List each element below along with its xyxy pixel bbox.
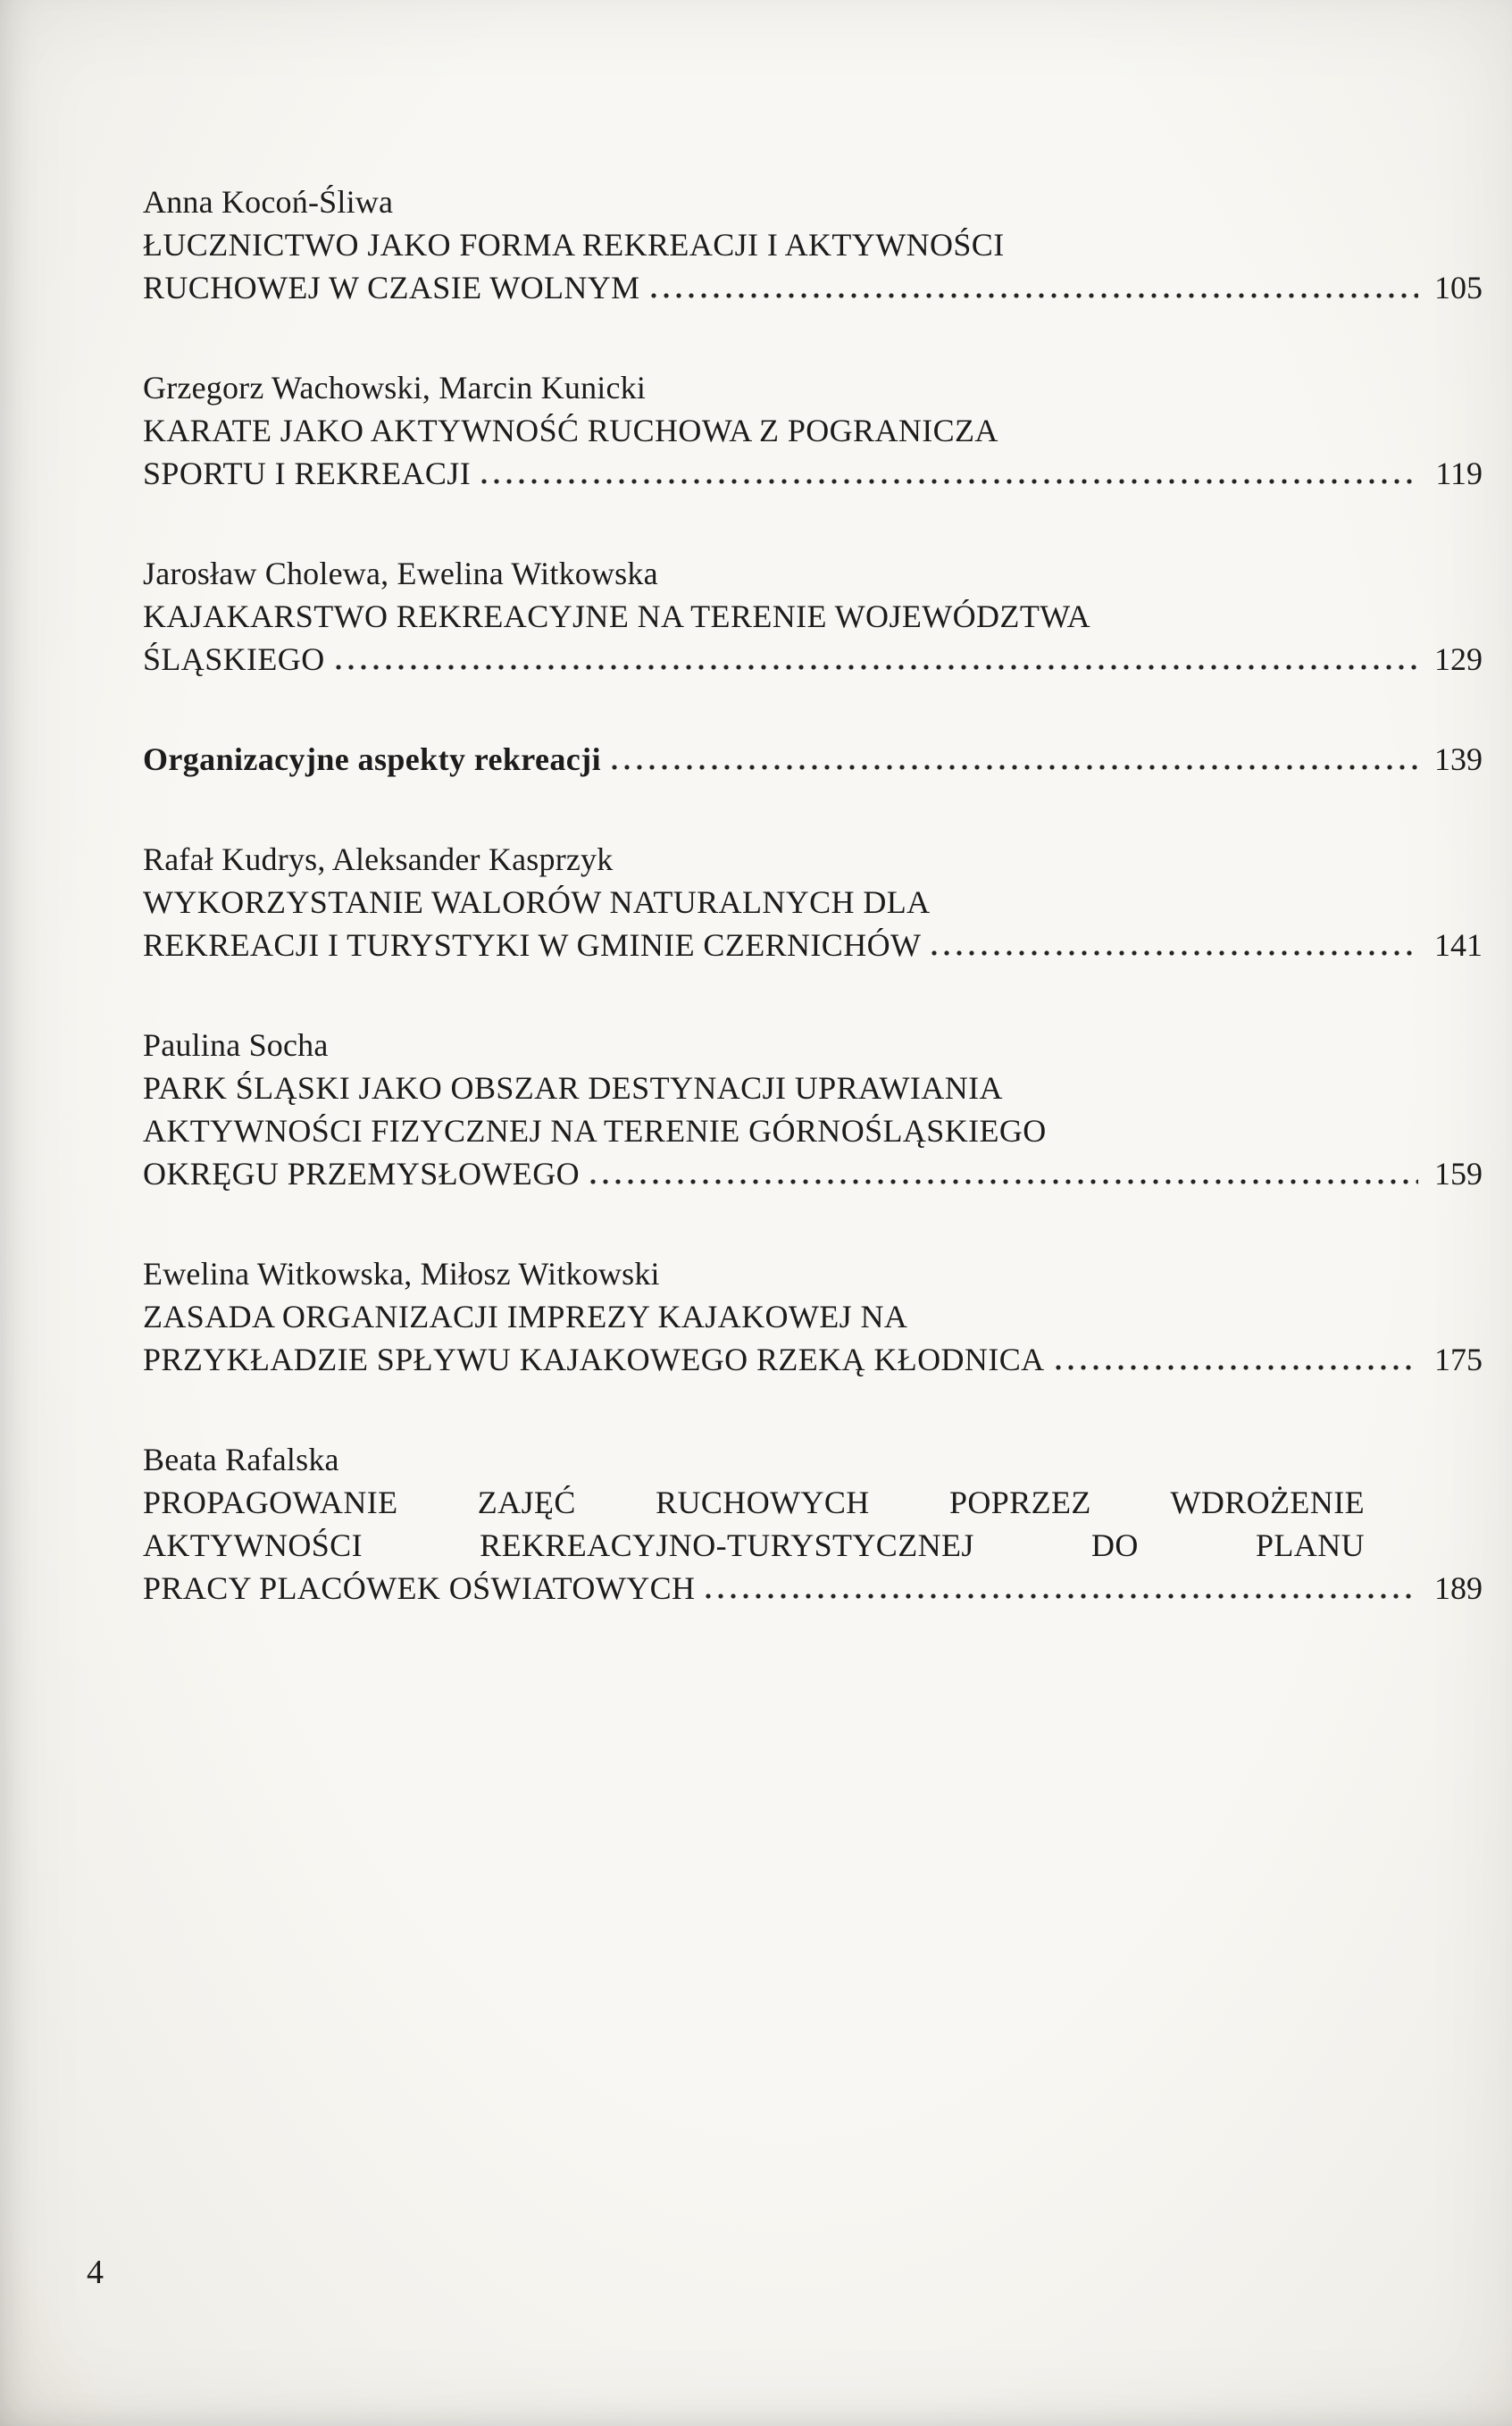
page-number: 119 bbox=[1435, 456, 1483, 491]
toc-entry bbox=[143, 180, 1483, 309]
title-line: ŁUCZNICTWO JAKO FORMA REKREACJI I AKTYWNOŚCI bbox=[143, 227, 1005, 263]
title-line: ŚLĄSKIEGO bbox=[143, 641, 325, 677]
page-number: 189 bbox=[1434, 1570, 1483, 1606]
section-heading-line bbox=[143, 738, 1483, 781]
title-last-line bbox=[143, 924, 1483, 966]
author-line: Ewelina Witkowska, Miłosz Witkowski bbox=[143, 1256, 660, 1292]
title-line: SPORTU I REKREACJI bbox=[143, 456, 472, 491]
title-line: PARK ŚLĄSKI JAKO OBSZAR DESTYNACJI UPRAWIANIA bbox=[143, 1070, 1003, 1106]
page-number: 159 bbox=[1434, 1156, 1483, 1192]
toc-entry bbox=[143, 1252, 1483, 1381]
author-line: Rafał Kudrys, Aleksander Kasprzyk bbox=[143, 841, 614, 877]
author-line: Grzegorz Wachowski, Marcin Kunicki bbox=[143, 370, 647, 406]
page-number: 139 bbox=[1434, 741, 1483, 777]
title-line: PROPAGOWANIE ZAJĘĆ RUCHOWYCH POPRZEZ WDROŻENIE bbox=[143, 1485, 1365, 1520]
title-last-line bbox=[143, 452, 1483, 495]
section-heading-row bbox=[143, 738, 1483, 781]
title-line: WYKORZYSTANIE WALORÓW NATURALNYCH DLA bbox=[143, 884, 931, 920]
page-number: 129 bbox=[1434, 641, 1483, 677]
title-last-line bbox=[143, 1152, 1483, 1195]
author-line: Paulina Socha bbox=[143, 1027, 329, 1063]
leader-dots bbox=[481, 478, 1418, 484]
table-of-contents bbox=[143, 180, 1483, 1667]
toc-entry bbox=[143, 838, 1483, 966]
leader-dots bbox=[706, 1593, 1418, 1599]
title-line: RUCHOWEJ W CZASIE WOLNYM bbox=[143, 270, 640, 305]
page-number: 141 bbox=[1434, 927, 1483, 963]
page-number-folio: 4 bbox=[87, 2254, 104, 2291]
title-line: ZASADA ORGANIZACJI IMPREZY KAJAKOWEJ NA bbox=[143, 1299, 908, 1334]
title-line: PRACY PLACÓWEK OŚWIATOWYCH bbox=[143, 1570, 696, 1606]
title-last-line bbox=[143, 1338, 1483, 1381]
author-line: Beata Rafalska bbox=[143, 1442, 339, 1477]
leader-dots bbox=[590, 1178, 1418, 1184]
leader-dots bbox=[1056, 1364, 1418, 1370]
title-line: KARATE JAKO AKTYWNOŚĆ RUCHOWA Z POGRANICZA bbox=[143, 413, 998, 448]
leader-dots bbox=[651, 292, 1418, 298]
title-last-line bbox=[143, 638, 1483, 681]
title-line: AKTYWNOŚCI FIZYCZNEJ NA TERENIE GÓRNOŚLĄSKIEGO bbox=[143, 1113, 1047, 1149]
page-number: 175 bbox=[1434, 1342, 1483, 1377]
toc-entry bbox=[143, 366, 1483, 495]
title-line: OKRĘGU PRZEMYSŁOWEGO bbox=[143, 1156, 580, 1192]
leader-dots bbox=[612, 764, 1418, 770]
title-line: PRZYKŁADZIE SPŁYWU KAJAKOWEGO RZEKĄ KŁODNICA bbox=[143, 1342, 1045, 1377]
leader-dots bbox=[931, 949, 1418, 956]
author-line: Jarosław Cholewa, Ewelina Witkowska bbox=[143, 556, 658, 591]
toc-entry bbox=[143, 1438, 1483, 1610]
toc-entry bbox=[143, 552, 1483, 681]
page-number: 105 bbox=[1434, 270, 1483, 305]
title-line: KAJAKARSTWO REKREACYJNE NA TERENIE WOJEWÓDZTWA bbox=[143, 598, 1090, 634]
section-heading-label: Organizacyjne aspekty rekreacji bbox=[143, 741, 601, 777]
leader-dots bbox=[336, 664, 1418, 670]
toc-entry bbox=[143, 1024, 1483, 1195]
title-line: REKREACJI I TURYSTYKI W GMINIE CZERNICHÓW bbox=[143, 927, 922, 963]
title-line: AKTYWNOŚCI REKREACYJNO-TURYSTYCZNEJ DO PLANU bbox=[143, 1527, 1365, 1563]
title-last-line bbox=[143, 1567, 1483, 1610]
author-line: Anna Kocoń-Śliwa bbox=[143, 184, 394, 220]
title-last-line bbox=[143, 266, 1483, 309]
